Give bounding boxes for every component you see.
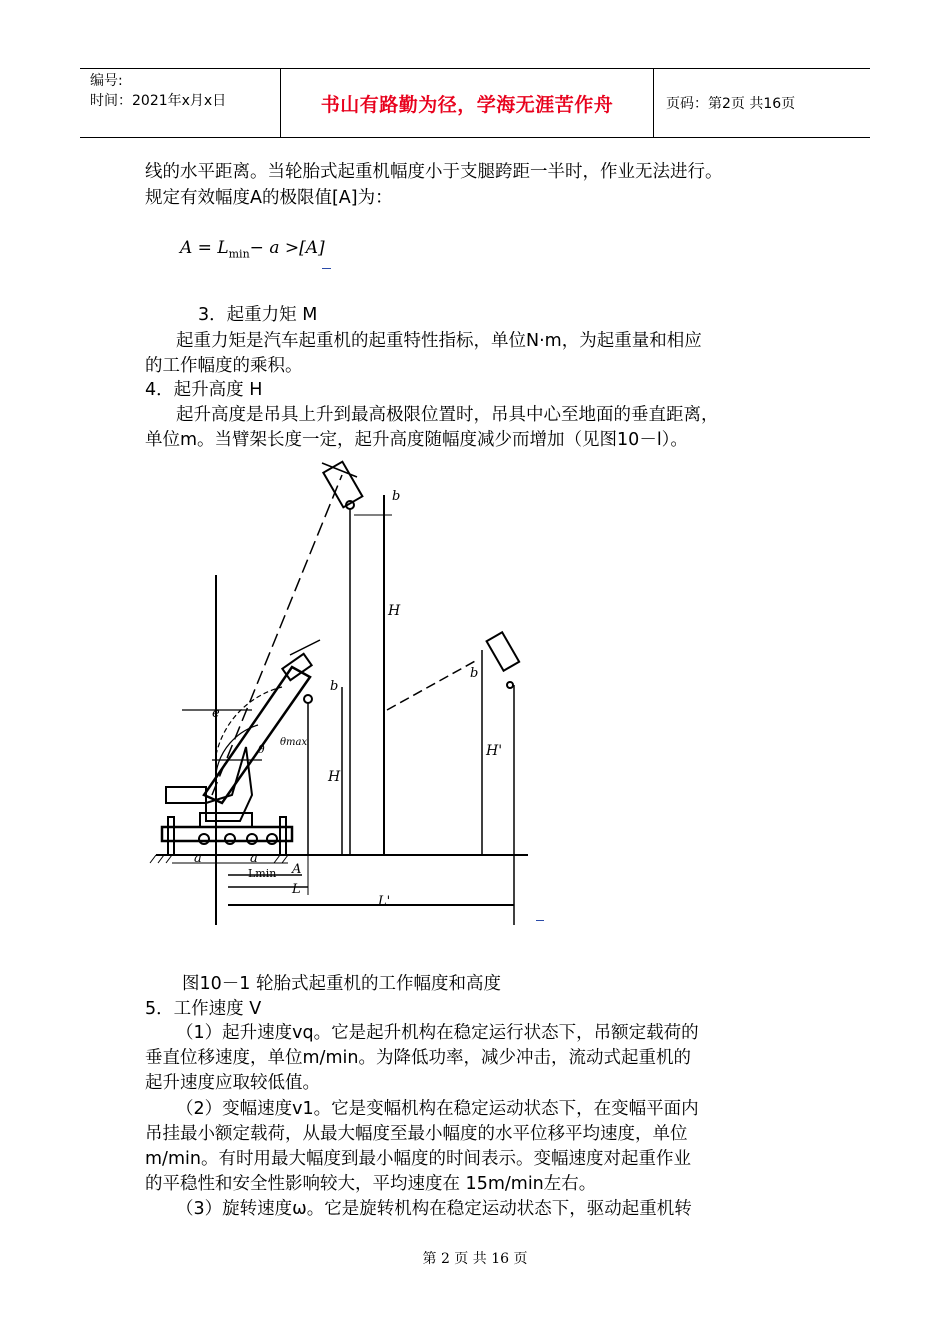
- label-H: H: [388, 603, 401, 619]
- label-theta-max: θmax: [280, 737, 308, 748]
- paragraph-line: 规定有效幅度A的极限值[A]为：: [145, 188, 393, 208]
- outrigger-right: [280, 817, 286, 855]
- formula: [180, 238, 325, 260]
- formula-left: A = L: [180, 238, 229, 258]
- wheel: [225, 834, 235, 844]
- label-Lmin: Lmin: [248, 867, 277, 880]
- wheel: [199, 834, 209, 844]
- section-3-title: 3．起重力矩 M: [198, 305, 318, 325]
- boom-max-line: [212, 475, 342, 795]
- wheel: [267, 834, 277, 844]
- paragraph-line: 线的水平距离。当轮胎式起重机幅度小于支腿跨距一半时，作业无法进行。: [145, 162, 723, 182]
- page-header: [80, 68, 870, 138]
- label-H-prime: H': [486, 743, 503, 759]
- formula-right: − a >[A]: [249, 238, 325, 258]
- figure-anchor-mark: [536, 920, 544, 921]
- paragraph-line: 的工作幅度的乘积。: [145, 356, 303, 376]
- label-a-right: a: [250, 851, 258, 866]
- section-4-title: 4．起升高度 H: [145, 380, 263, 400]
- crane-cab: [166, 787, 206, 803]
- ground-hatch: [150, 855, 288, 863]
- boom-head-max: [323, 462, 362, 508]
- paragraph-line: 吊挂最小额定载荷，从最大幅度至最小幅度的水平位移平均速度，单位: [145, 1124, 688, 1144]
- header-meta: [80, 69, 281, 137]
- label-b-3: b: [470, 666, 479, 681]
- label-L-prime: L': [378, 894, 391, 909]
- paragraph-line: 的平稳性和安全性影响较大，平均速度在 15m/min左右。: [145, 1174, 597, 1194]
- paragraph-line: 起重力矩是汽车起重机的起重特性指标，单位N·m，为起重量和相应: [176, 331, 702, 351]
- hook-long: [507, 682, 513, 688]
- label-a-left: a: [194, 851, 202, 866]
- paragraph-line: 垂直位移速度，单位m/min。为降低功率，减少冲击，流动式起重机的: [145, 1048, 691, 1068]
- motto-text: 书山有路勤为径，学海无涯苦作舟: [320, 93, 614, 116]
- section-5-title: 5．工作速度 V: [145, 999, 262, 1019]
- hook: [304, 695, 312, 703]
- page-info: 页码：第2页 共16页: [666, 96, 796, 112]
- number-label: 编号:: [90, 73, 123, 89]
- wheel: [247, 834, 257, 844]
- paragraph-line: （1）起升速度vq。它是起升机构在稳定运行状态下，吊额定载荷的: [176, 1023, 699, 1043]
- outrigger-left: [168, 817, 174, 855]
- boom-tip-line: [290, 640, 320, 655]
- page-footer: 第 2 页 共 16 页: [422, 1251, 528, 1267]
- figure-caption: 图10－1 轮胎式起重机的工作幅度和高度: [182, 974, 501, 994]
- formula-sub: min: [228, 247, 250, 261]
- boom-long-line: [387, 660, 477, 710]
- paragraph-line: 起升高度是吊具上升到最高极限位置时，吊具中心至地面的垂直距离，: [176, 405, 719, 425]
- label-A: A: [292, 862, 302, 877]
- crane-diagram: [142, 455, 542, 925]
- paragraph-line: 起升速度应取较低值。: [145, 1073, 320, 1093]
- boom: [204, 667, 310, 803]
- paragraph-line: m/min。有时用最大幅度到最小幅度的时间表示。变幅速度对起重作业: [145, 1149, 691, 1169]
- header-motto-cell: [281, 69, 654, 137]
- boom-head-long: [487, 632, 520, 670]
- formula-anchor-mark: [322, 268, 331, 269]
- label-H-2: H: [328, 769, 341, 785]
- paragraph-line: （2）变幅速度v1。它是变幅机构在稳定运动状态下，在变幅平面内: [176, 1099, 699, 1119]
- paragraph-line: （3）旋转速度ω。它是旋转机构在稳定运动状态下，驱动起重机转: [176, 1199, 692, 1219]
- label-b: b: [392, 489, 401, 504]
- time-label: 时间：2021年x月x日: [90, 93, 227, 109]
- label-b-2: b: [330, 679, 339, 694]
- label-theta: θ: [258, 743, 265, 756]
- label-e: e: [212, 706, 220, 721]
- header-page-cell: [654, 69, 870, 137]
- label-L: L: [292, 882, 301, 897]
- paragraph-line: 单位m。当臂架长度一定，起升高度随幅度减少而增加（见图10－l）。: [145, 430, 688, 450]
